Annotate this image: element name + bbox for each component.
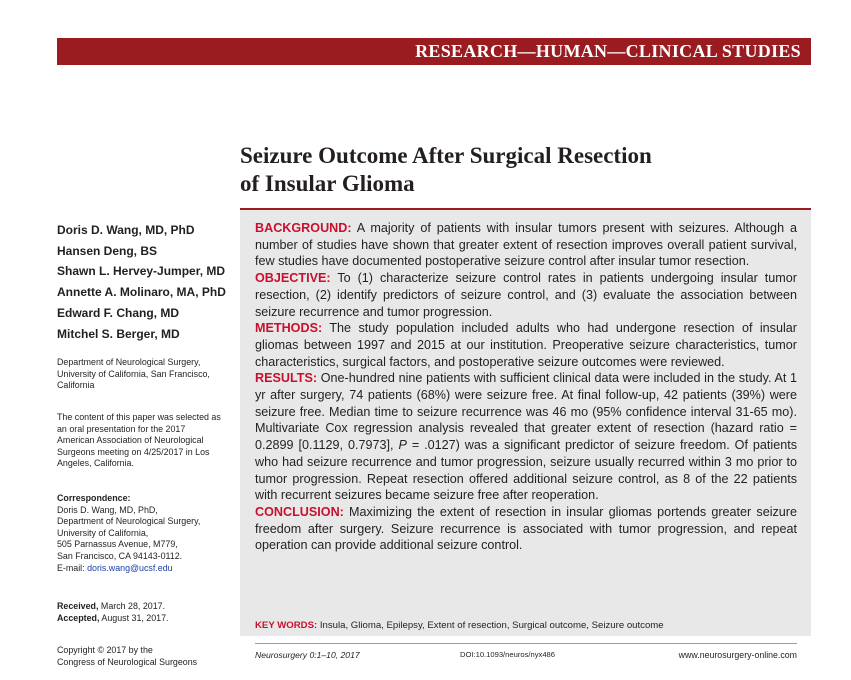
methods-heading: METHODS: [255, 321, 323, 336]
author-name: Edward F. Chang, MD [57, 305, 180, 320]
results-text-a: One-hundred nine patients with sufficient clinical data were included in the study. At 1 yr after surgery, 74 patients (68%) were seizure free. At final follow-up, 42 patients (39%) were seizure free. Median time to seizure recurrence was 46 mo (95% confidence interval 31-65 mo). Multivariate Cox regression analysis revealed that greater extent of resection (hazard ratio = 0.2899 [0.1129, 0.7973], [255, 371, 798, 453]
article-dates [57, 601, 235, 624]
abstract-objective [255, 270, 797, 320]
presentation-line: Surgeons meeting on 4/25/2017 in Los [57, 446, 210, 457]
section-banner [57, 38, 811, 65]
abstract-results [255, 370, 797, 504]
correspondence [57, 493, 235, 574]
email-link[interactable]: doris.wang@ucsf.edu [87, 562, 173, 573]
title-line-2: of Insular Glioma [240, 171, 415, 196]
copyright [57, 645, 235, 668]
abstract [255, 220, 797, 554]
abstract-conclusion [255, 504, 797, 554]
article-title [240, 142, 652, 198]
affiliation-line: Department of Neurological Surgery, [57, 357, 201, 367]
abstract-box [240, 208, 811, 636]
background-text: A majority of patients with insular tumors present with seizures. Although a number of studies have shown that greater extent of resection improves overall patient survival, few studies have documented postoperative seizure control after insular tumor resection. [255, 221, 797, 269]
presentation-line: an oral presentation for the 2017 [57, 423, 186, 434]
presentation-note [57, 412, 235, 470]
correspondence-heading: Correspondence: [57, 493, 131, 503]
conclusion-heading: CONCLUSION: [255, 504, 344, 519]
background-heading: BACKGROUND: [255, 221, 352, 235]
copyright-line: Congress of Neurological Surgeons [57, 656, 198, 667]
correspondence-line: University of California, [57, 527, 149, 538]
doi: DOI:10.1093/neuros/nyx486 [460, 650, 555, 659]
copyright-line: Copyright © 2017 by the [57, 645, 153, 655]
author-name: Mitchel S. Berger, MD [57, 326, 180, 341]
correspondence-line: 505 Parnassus Avenue, M779, [57, 539, 178, 550]
received-label: Received, [57, 601, 99, 611]
journal-citation: Neurosurgery 0:1–10, 2017 [255, 650, 360, 660]
presentation-line: American Association of Neurological [57, 435, 204, 446]
title-line-1: Seizure Outcome After Surgical Resection [240, 143, 652, 168]
section-banner-label: RESEARCH—HUMAN—CLINICAL STUDIES [415, 41, 801, 61]
author-name: Shawn L. Hervey-Jumper, MD [57, 264, 226, 279]
correspondence-line: Doris D. Wang, MD, PhD, [57, 504, 158, 515]
objective-heading: OBJECTIVE: [255, 271, 331, 286]
affiliation [57, 357, 235, 392]
p-value-symbol: P [398, 438, 407, 453]
author-name: Annette A. Molinaro, MA, PhD [57, 285, 226, 300]
email-label: E-mail: [57, 562, 85, 573]
author-name: Doris D. Wang, MD, PhD [57, 223, 195, 237]
correspondence-line: Department of Neurological Surgery, [57, 516, 201, 527]
conclusion-text: Maximizing the extent of resection in insular gliomas portends greater seizure freedom after surgery. Seizure recurrence is associated with tumor progression, and repeat operation can provide additional seizure control. [255, 504, 798, 553]
presentation-line: Angeles, California. [57, 458, 134, 469]
keywords [255, 620, 664, 631]
footer-divider [255, 643, 797, 644]
keywords-heading: KEY WORDS: [255, 620, 318, 631]
affiliation-line: California [57, 380, 95, 391]
received-date: March 28, 2017. [100, 601, 166, 611]
author-list [57, 220, 237, 344]
journal-url[interactable]: www.neurosurgery-online.com [678, 650, 797, 660]
results-text-b: = .0127) was a significant predictor of seizure freedom. Of patients who had seizure recurrence and tumor progression, seizure usually recurred within 3 mo prior to tumor progression. Repeat resection offered additional seizure control, as 8 of the 22 patients with recurrent seizures became seizure free after reoperation. [255, 438, 798, 503]
presentation-line: The content of this paper was selected as [57, 412, 221, 422]
results-heading: RESULTS: [255, 371, 318, 386]
abstract-background [255, 220, 797, 270]
accepted-label: Accepted, [57, 612, 100, 623]
correspondence-line: San Francisco, CA 94143-0112. [57, 550, 183, 561]
methods-text: The study population included adults who had undergone resection of insular gliomas between 1997 and 2015 at our institution. Preoperative seizure characteristics, tumor characteristics, surgical factors, and postoperative seizure outcomes were reviewed. [255, 321, 797, 369]
objective-text: To (1) characterize seizure control rates in patients undergoing insular tumor resection, (2) identify predictors of seizure control, and (3) evaluate the association between seizure recurrence and tumor progression. [255, 271, 797, 319]
abstract-methods [255, 320, 797, 370]
keywords-text: Insula, Glioma, Epilepsy, Extent of resection, Surgical outcome, Seizure outcome [319, 620, 664, 631]
accepted-date: August 31, 2017. [101, 612, 169, 623]
author-name: Hansen Deng, BS [57, 243, 158, 258]
affiliation-line: University of California, San Francisco, [57, 368, 210, 379]
